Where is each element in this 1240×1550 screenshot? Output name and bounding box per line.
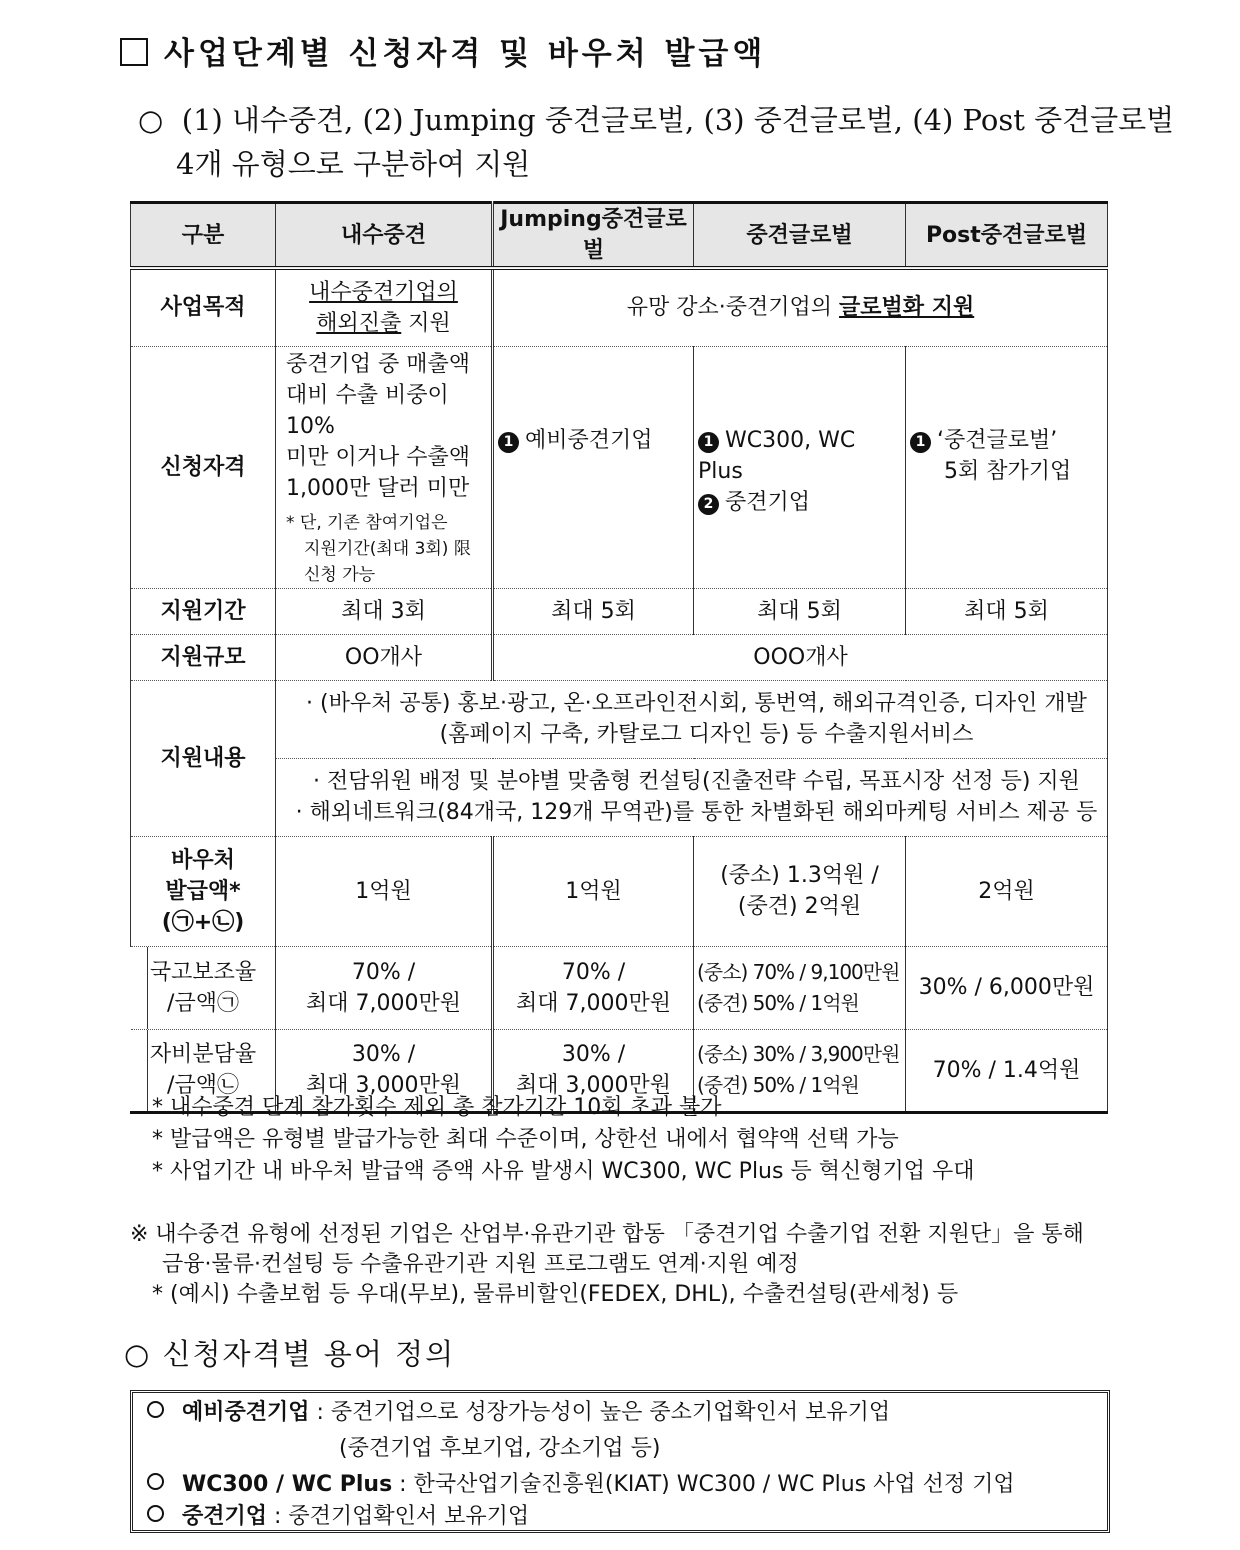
self-jumping: 30% / 최대 3,000만원 [493, 1029, 694, 1112]
header-global: 중견글로벌 [694, 203, 906, 269]
self-post: 70% / 1.4억원 [906, 1029, 1108, 1112]
subsidy-jumping: 70% / 최대 7,000만원 [493, 946, 694, 1029]
voucher-post: 2억원 [906, 836, 1108, 946]
definitions-title: ○ 신청자격별 용어 정의 [124, 1337, 456, 1371]
self-domestic: 30% / 최대 3,000만원 [276, 1029, 493, 1112]
scale-global: OOO개사 [493, 634, 1108, 680]
number-2-icon: 2 [698, 494, 719, 515]
row-scale [131, 634, 1108, 680]
header-jumping: Jumping중견글로벌 [493, 203, 694, 269]
row-content-1 [131, 680, 1108, 758]
intro-paragraph [138, 98, 1174, 186]
period-domestic: 최대 3회 [276, 588, 493, 634]
row-period [131, 588, 1108, 634]
footnote-1: * 내수중견 단계 참가횟수 제외 총 참가기간 10회 초과 불가 [152, 1095, 722, 1120]
content-consulting: · 전담위원 배정 및 분야별 맞춤형 컨설팅(진출전략 수립, 목표시장 선정 등) 지원 · 해외네트워크(84개국, 129개 무역관)를 통한 차별화된 해외마케팅 서비스 제공 등 [276, 758, 1108, 836]
row-voucher [131, 836, 1108, 946]
footnote-2: * 발급액은 유형별 발급가능한 최대 수준이며, 상한선 내에서 협약액 선택 가능 [152, 1127, 899, 1152]
intro-line-1: (1) 내수중견, (2) Jumping 중견글로벌, (3) 중견글로벌, (4) Post 중견글로벌 [181, 103, 1175, 137]
label-subsidy: 국고보조율 /금액㉠ [131, 946, 276, 1029]
period-global: 최대 5회 [694, 588, 906, 634]
row-content-2 [131, 758, 1108, 836]
row-subsidy [131, 946, 1108, 1029]
period-jumping: 최대 5회 [493, 588, 694, 634]
content-voucher-services: · (바우처 공통) 홍보·광고, 온·오프라인전시회, 통번역, 해외규격인증, 디자인 개발 (홈페이지 구축, 카탈로그 디자인 등) 등 수출지원서비스 [276, 680, 1108, 758]
label-voucher: 바우처 발급액* (㉠+㉡) [131, 836, 276, 946]
row-eligibility [131, 346, 1108, 588]
circle-bullet-icon [147, 1401, 164, 1418]
intro-line-2: 4개 유형으로 구분하여 지원 [176, 147, 531, 181]
header-post: Post중견글로벌 [906, 203, 1108, 269]
definition-wc300: WC300 / WC Plus : 한국산업기술진흥원(KIAT) WC300 / WC Plus 사업 선정 기업 [147, 1467, 1015, 1503]
subsidy-global: (중소) 70% / 9,100만원 (중견) 50% / 1억원 [694, 946, 906, 1029]
row-purpose [131, 268, 1108, 346]
eligibility-domestic: 중견기업 중 매출액 대비 수출 비중이 10% 미만 이거나 수출액 1,000만 달러 미만 * 단, 기존 참여기업은 지원기간(최대 3회) 限 신청 가능 [276, 346, 493, 588]
label-content: 지원내용 [131, 680, 276, 836]
bullet-circle: ○ [138, 103, 164, 137]
definition-pre-midsize-detail: (중견기업 후보기업, 강소기업 등) [339, 1436, 661, 1461]
checkbox-square-icon [120, 38, 148, 66]
label-purpose: 사업목적 [131, 268, 276, 346]
definition-midsize: 중견기업 : 중견기업확인서 보유기업 [147, 1499, 529, 1535]
voucher-domestic: 1억원 [276, 836, 493, 946]
purpose-global: 유망 강소·중견기업의 글로벌화 지원 [493, 268, 1108, 346]
section-title: 사업단계별 신청자격 및 바우처 발급액 [120, 28, 766, 73]
number-1-icon: 1 [910, 432, 931, 453]
scale-domestic: OO개사 [276, 634, 493, 680]
footnote-3: * 사업기간 내 바우처 발급액 증액 사유 발생시 WC300, WC Plus 등 혁신형기업 우대 [152, 1159, 975, 1184]
number-1-icon: 1 [698, 432, 719, 453]
purpose-domestic: 내수중견기업의 해외진출 지원 [276, 268, 493, 346]
number-1-icon: 1 [498, 432, 519, 453]
self-global: (중소) 30% / 3,900만원 (중견) 50% / 1억원 [694, 1029, 906, 1112]
table-footnotes [152, 1092, 974, 1188]
header-category: 구분 [131, 203, 276, 269]
label-self: 자비분담율 /금액㉡ [131, 1029, 276, 1112]
subsidy-domestic: 70% / 최대 7,000만원 [276, 946, 493, 1029]
definition-pre-midsize: 예비중견기업 : 중견기업으로 성장가능성이 높은 중소기업확인서 보유기업 [147, 1395, 890, 1431]
header-domestic: 내수중견 [276, 203, 493, 269]
voucher-jumping: 1억원 [493, 836, 694, 946]
eligibility-jumping: 1 예비중견기업 [493, 346, 694, 588]
voucher-global: (중소) 1.3억원 / (중견) 2억원 [694, 836, 906, 946]
label-scale: 지원규모 [131, 634, 276, 680]
label-eligibility: 신청자격 [131, 346, 276, 588]
eligibility-table [130, 201, 1108, 1114]
label-period: 지원기간 [131, 588, 276, 634]
circle-bullet-icon [147, 1505, 164, 1522]
reference-note: ※ 내수중견 유형에 선정된 기업은 산업부·유관기관 합동 「중견기업 수출기업 전환 지원단」을 통해 금융·물류·컨설팅 등 수출유관기관 지원 프로그램도 연계·지원 예정 * (예시) 수출보험 등 우대(무보), 물류비할인(FEDEX, DHL), 수출컨설팅(관세청) 등 [130, 1222, 1084, 1307]
definitions-box [130, 1390, 1110, 1533]
circle-bullet-icon [147, 1473, 164, 1490]
eligibility-post: 1 ‘중견글로벌’ 5회 참가기업 [906, 346, 1108, 588]
period-post: 최대 5회 [906, 588, 1108, 634]
table-header-row [131, 203, 1108, 269]
eligibility-global: 1 WC300, WC Plus 2 중견기업 [694, 346, 906, 588]
subsidy-post: 30% / 6,000만원 [906, 946, 1108, 1029]
